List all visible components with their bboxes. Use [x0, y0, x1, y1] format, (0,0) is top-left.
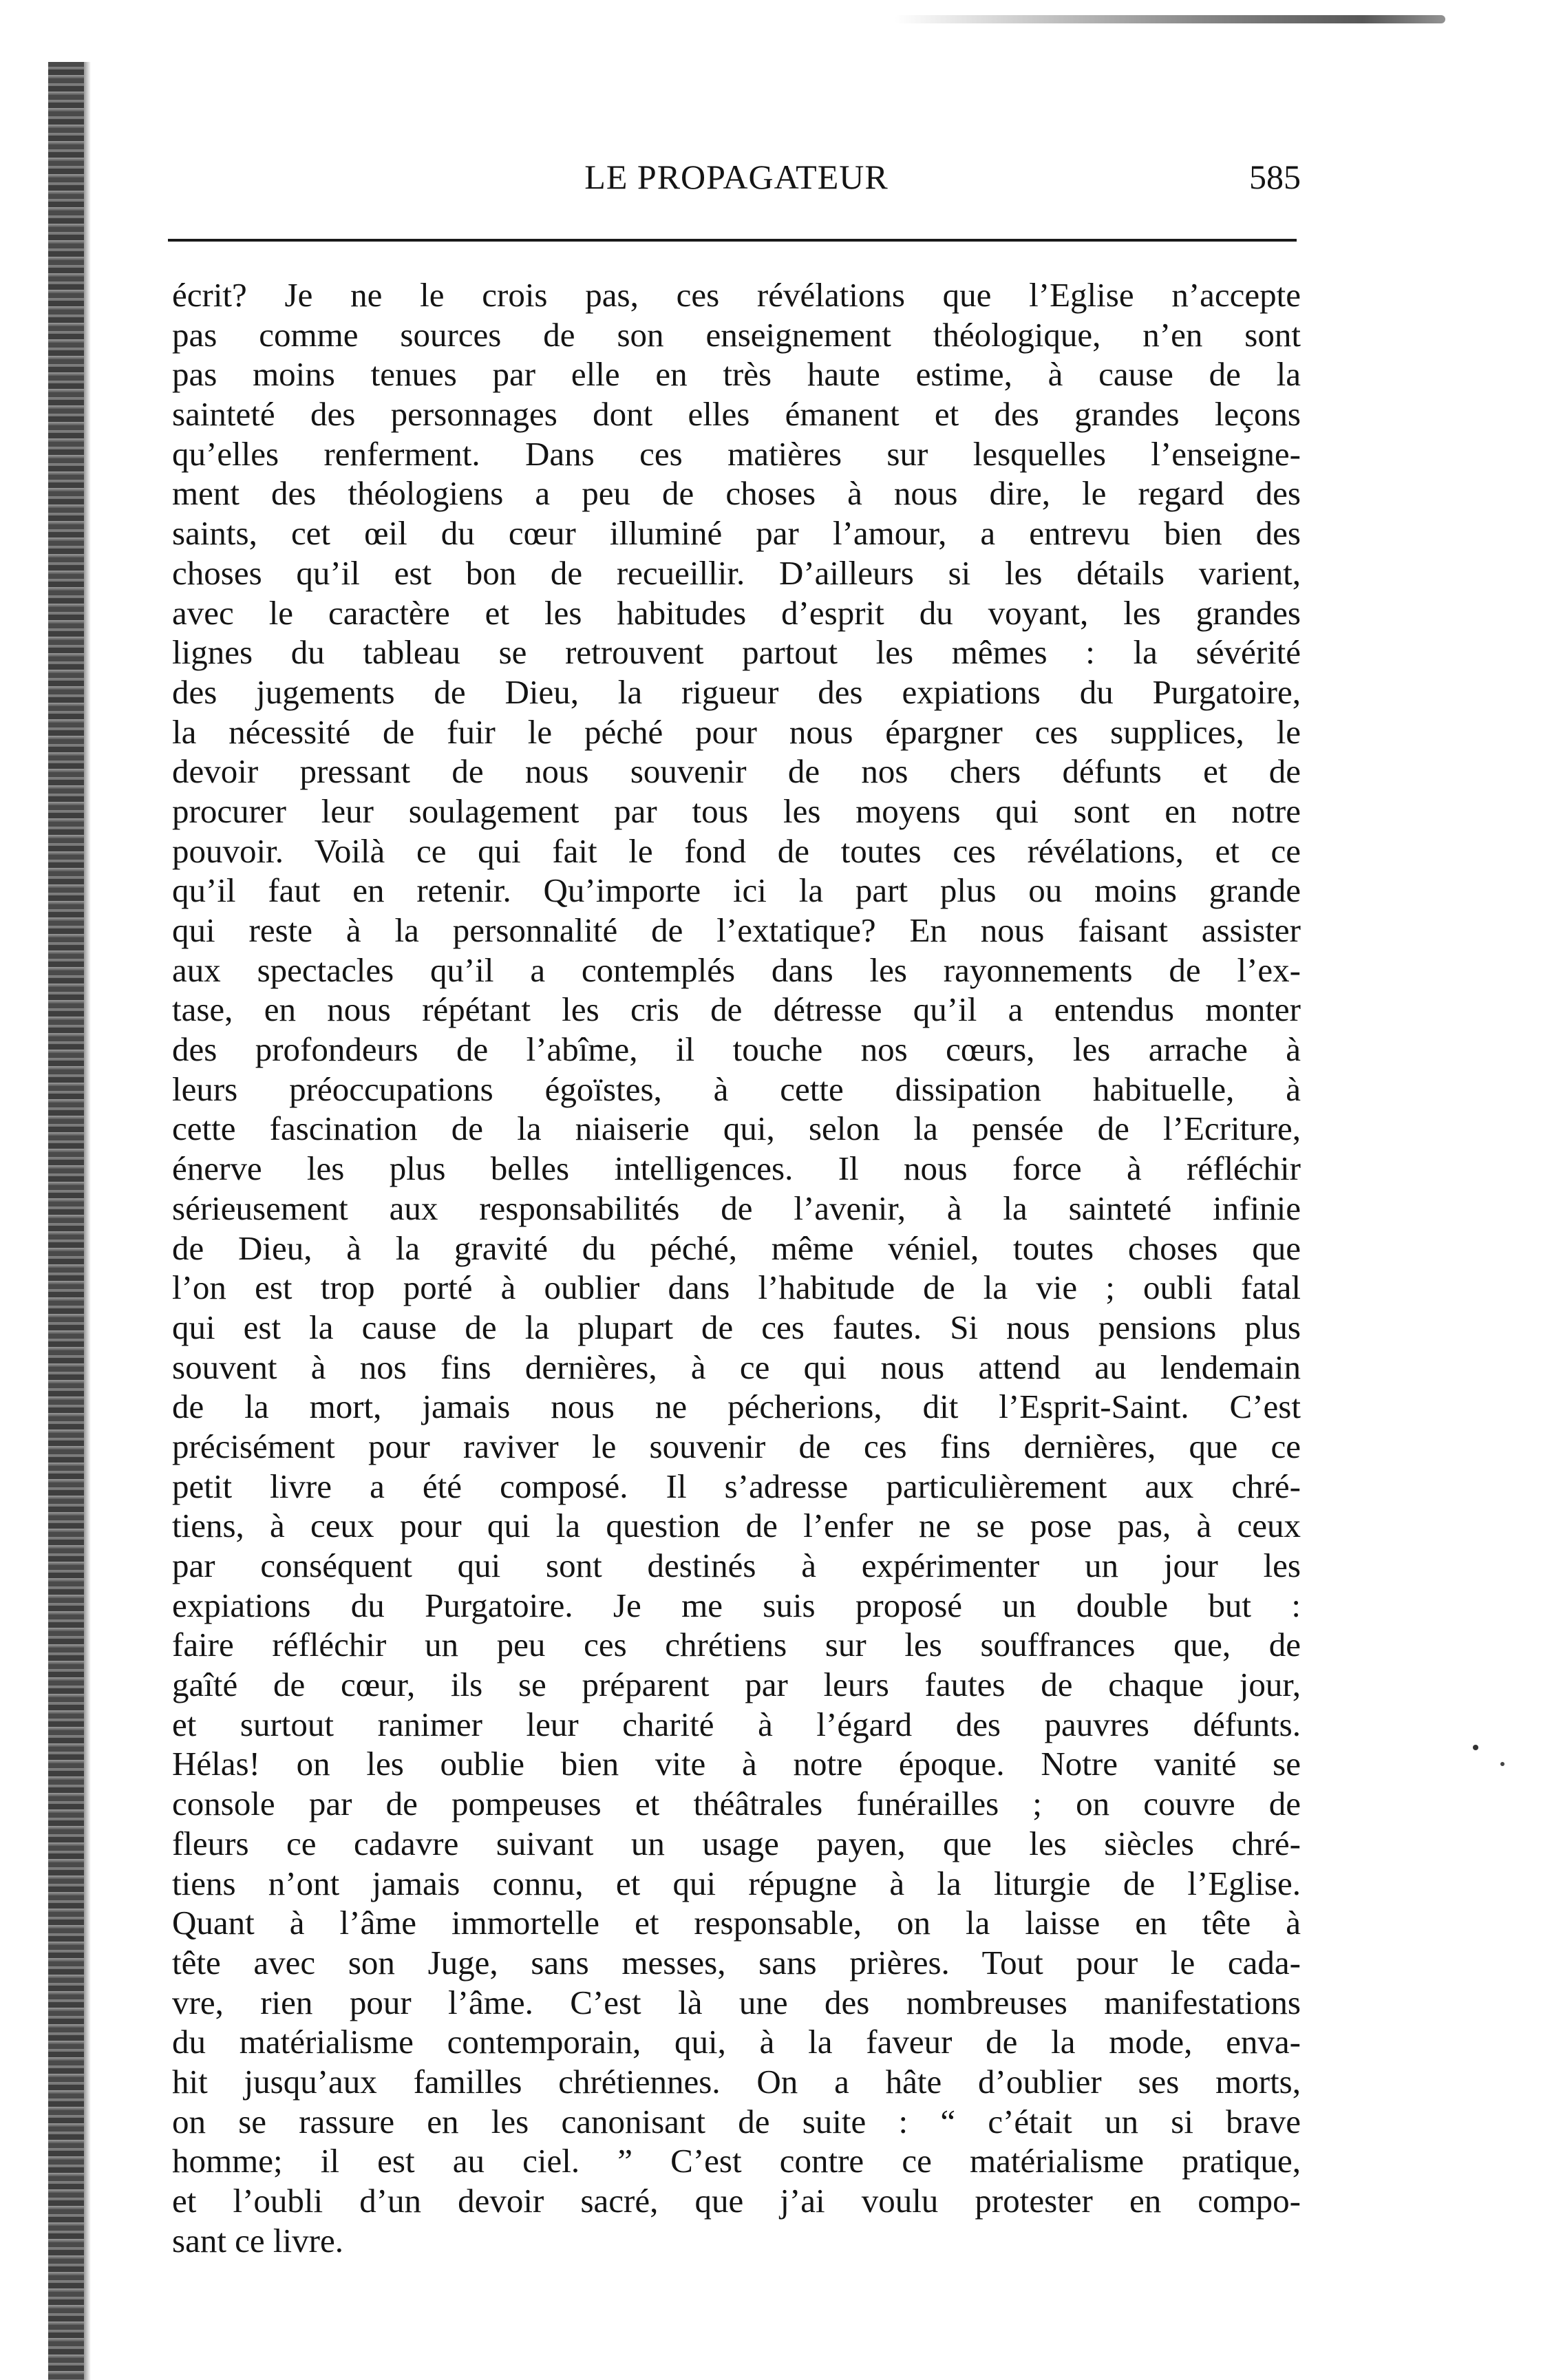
text-line: pas comme sources de son enseignement théologique, n’en sont	[172, 315, 1301, 354]
binding-shadow	[84, 62, 91, 2380]
running-title: LE PROPAGATEUR	[584, 158, 889, 196]
text-line: sérieusement aux responsabilités de l’avenir, à la sainteté infinie	[172, 1189, 1301, 1227]
text-line: ment des théologiens a peu de choses à nous dire, le regard des	[172, 474, 1301, 513]
body-text	[172, 275, 1301, 2260]
text-line: tête avec son Juge, sans messes, sans prières. Tout pour le cada-	[172, 1943, 1301, 1981]
text-line: cette fascination de la niaiserie qui, selon la pensée de l’Ecriture,	[172, 1109, 1301, 1148]
text-line: console par de pompeuses et théâtrales funérailles ; on couvre de	[172, 1785, 1301, 1823]
text-line: du matérialisme contemporain, qui, à la faveur de la mode, enva-	[172, 2023, 1301, 2061]
text-line: sainteté des personnages dont elles émanent et des grandes leçons	[172, 395, 1301, 434]
header-rule	[168, 239, 1297, 242]
text-line: gaîté de cœur, ils se préparent par leurs fautes de chaque jour,	[172, 1666, 1301, 1704]
text-line: énerve les plus belles intelligences. Il nous force à réfléchir	[172, 1149, 1301, 1188]
text-line: par conséquent qui sont destinés à expérimenter un jour les	[172, 1547, 1301, 1584]
text-line: tiens n’ont jamais connu, et qui répugne à la liturgie de l’Eglise.	[172, 1864, 1301, 1902]
text-line: saints, cet œil du cœur illuminé par l’amour, a entrevu bien des	[172, 514, 1301, 553]
text-line: pas moins tenues par elle en très haute estime, à cause de la	[172, 355, 1301, 394]
text-line: des profondeurs de l’abîme, il touche nos cœurs, les arrache à	[172, 1030, 1301, 1069]
text-line: qu’il faut en retenir. Qu’importe ici la part plus ou moins grande	[172, 871, 1301, 910]
text-line: faire réfléchir un peu ces chrétiens sur les souffrances que, de	[172, 1626, 1301, 1664]
text-line: Quant à l’âme immortelle et responsable, on la laisse en tête à	[172, 1904, 1301, 1942]
text-line: souvent à nos fins dernières, à ce qui nous attend au lendemain	[172, 1348, 1301, 1386]
text-line: petit livre a été composé. Il s’adresse particulièrement aux chré-	[172, 1467, 1301, 1505]
text-line: qui reste à la personnalité de l’extatique? En nous faisant assister	[172, 911, 1301, 949]
text-line: écrit? Je ne le crois pas, ces révélations que l’Eglise n’accepte	[172, 276, 1301, 314]
text-line: l’on est trop porté à oublier dans l’habitude de la vie ; oubli fatal	[172, 1268, 1301, 1307]
text-line: des jugements de Dieu, la rigueur des expiations du Purgatoire,	[172, 672, 1301, 711]
text-line: tiens, à ceux pour qui la question de l’enfer ne se pose pas, à ceux	[172, 1507, 1301, 1545]
text-line: tase, en nous répétant les cris de détresse qu’il a entendus monter	[172, 990, 1301, 1029]
text-line: choses qu’il est bon de recueillir. D’ailleurs si les détails varient,	[172, 553, 1301, 592]
text-line: et surtout ranimer leur charité à l’égard des pauvres défunts.	[172, 1705, 1301, 1743]
text-line: hit jusqu’aux familles chrétiennes. On a hâte d’oublier ses morts,	[172, 2062, 1301, 2101]
ink-speck	[1473, 1745, 1478, 1750]
text-line: qu’elles renferment. Dans ces matières sur lesquelles l’enseigne-	[172, 434, 1301, 473]
torn-top-edge	[895, 15, 1445, 23]
text-line: procurer leur soulagement par tous les moyens qui sont en notre	[172, 791, 1301, 830]
text-line: sant ce livre.	[172, 2221, 343, 2260]
text-line: expiations du Purgatoire. Je me suis proposé un double but :	[172, 1586, 1301, 1624]
text-line: et l’oubli d’un devoir sacré, que j’ai voulu protester en compo-	[172, 2182, 1301, 2220]
running-head	[172, 157, 1301, 198]
text-line: aux spectacles qu’il a contemplés dans les rayonnements de l’ex-	[172, 950, 1301, 989]
page-number: 585	[1249, 158, 1301, 196]
text-line: précisément pour raviver le souvenir de ces fins dernières, que ce	[172, 1427, 1301, 1465]
text-line: de la mort, jamais nous ne pécherions, dit l’Esprit-Saint. C’est	[172, 1388, 1301, 1426]
text-line: devoir pressant de nous souvenir de nos chers défunts et de	[172, 752, 1301, 791]
text-line: qui est la cause de la plupart de ces fautes. Si nous pensions plus	[172, 1308, 1301, 1346]
text-line: pouvoir. Voilà ce qui fait le fond de toutes ces révélations, et ce	[172, 831, 1301, 870]
text-line: fleurs ce cadavre suivant un usage payen, que les siècles chré-	[172, 1824, 1301, 1862]
text-line: avec le caractère et les habitudes d’esprit du voyant, les grandes	[172, 593, 1301, 632]
text-line: de Dieu, à la gravité du péché, même véniel, toutes choses que	[172, 1229, 1301, 1267]
text-line: on se rassure en les canonisant de suite : “ c’était un si brave	[172, 2102, 1301, 2140]
text-line: lignes du tableau se retrouvent partout les mêmes : la sévérité	[172, 633, 1301, 672]
text-line: la nécessité de fuir le péché pour nous épargner ces supplices, le	[172, 712, 1301, 751]
text-line: Hélas! on les oublie bien vite à notre époque. Notre vanité se	[172, 1745, 1301, 1783]
text-line: leurs préoccupations égoïstes, à cette dissipation habituelle, à	[172, 1070, 1301, 1108]
binding-edge	[48, 62, 84, 2380]
ink-speck	[1500, 1762, 1504, 1766]
text-line: homme; il est au ciel. ” C’est contre ce matérialisme pratique,	[172, 2142, 1301, 2180]
text-line: vre, rien pour l’âme. C’est là une des nombreuses manifestations	[172, 1983, 1301, 2021]
